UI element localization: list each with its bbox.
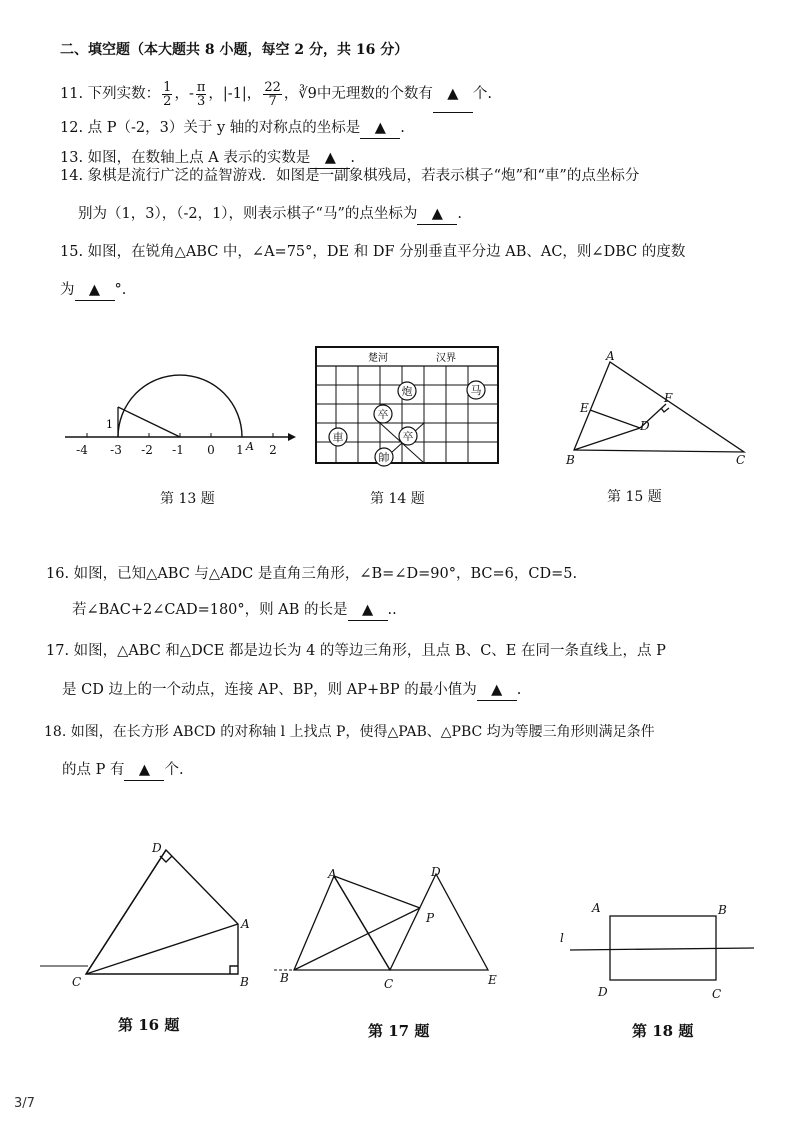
question-15-cont: 为 ▲ °. [60, 280, 126, 301]
point-label-D: D [152, 841, 162, 855]
caption-fig15: 第 15 题 [607, 489, 662, 505]
fraction-1-2: $\frac{1}{2}$ [163, 79, 172, 109]
question-17: 17. 如图，△ABC 和△DCE 都是边长为 4 的等边三角形，且点 B、C、E 在同一条直线上，点 P [46, 643, 666, 659]
answer-blank: ▲ [477, 680, 517, 701]
piece-ma: 马 [470, 384, 482, 397]
point-label-B: B [280, 971, 289, 985]
caption-fig18: 第 18 题 [632, 1022, 694, 1040]
point-label-C: C [736, 453, 746, 467]
tick-label: 1 [236, 443, 244, 457]
answer-blank: ▲ [310, 148, 350, 169]
point-label-B: B [240, 975, 249, 989]
tick-label: 2 [269, 443, 277, 457]
point-label-D: D [431, 865, 441, 879]
point-label-A: A [328, 867, 337, 881]
tick-label: -3 [110, 443, 122, 457]
point-label-E: E [488, 973, 497, 987]
caption-fig14: 第 14 题 [370, 491, 425, 507]
piece-zu: 卒 [402, 430, 414, 443]
figure-17 [272, 856, 512, 996]
question-15: 15. 如图，在锐角△ABC 中，∠A=75°，DE 和 DF 分别垂直平分边 AB、AC，则∠DBC 的度数 [60, 244, 686, 260]
question-14: 14. 象棋是流行广泛的益智游戏．如图是一副象棋残局，若表示棋子“炮”和“車”的点坐标分 [60, 168, 640, 184]
piece-pao: 炮 [401, 385, 413, 398]
point-label-C: C [72, 975, 82, 989]
river-label-left: 楚河 [368, 353, 388, 364]
point-label-C: C [384, 977, 394, 991]
point-label-C: C [712, 987, 722, 1001]
caption-fig17: 第 17 题 [368, 1022, 430, 1040]
tick-label: -1 [172, 443, 184, 457]
question-18: 18. 如图，在长方形 ABCD 的对称轴 l 上找点 P，使得△PAB、△PBC 均为等腰三角形则满足条件 [44, 724, 655, 740]
figure-14-chess-board [312, 344, 502, 468]
caption-fig16: 第 16 题 [118, 1016, 180, 1034]
point-label-A: A [592, 901, 601, 915]
answer-blank: ▲ [124, 760, 164, 781]
question-11: 11. 下列实数： $\frac{1}{2}$ ，- $\frac{\pi}{3}$ ，|-1|， $\frac{22}{7}$ ，∛9中无理数的个数有 ▲ 个. [60, 76, 492, 112]
answer-blank: ▲ [75, 280, 115, 301]
question-12: 12. 点 P（-2，3）关于 y 轴的对称点的坐标是 ▲ . [60, 118, 405, 139]
question-16-cont: 若∠BAC+2∠CAD=180°，则 AB 的长是 ▲ .. [72, 600, 397, 621]
caption-fig13: 第 13 题 [160, 491, 215, 507]
fraction-22-7: $\frac{22}{7}$ [264, 79, 281, 109]
figure-18 [556, 894, 766, 1004]
tick-label: -4 [76, 443, 88, 457]
tick-label: -2 [141, 443, 153, 457]
page-number: 3/7 [14, 1096, 35, 1111]
figure-16 [36, 836, 266, 996]
piece-shuai: 帥 [378, 451, 390, 464]
point-label-A: A [606, 350, 615, 363]
tick-label: 0 [207, 443, 215, 457]
point-label-A: A [241, 917, 250, 931]
cube-root-9: ∛9 [298, 86, 317, 102]
question-16: 16. 如图，已知△ABC 与△ADC 是直角三角形，∠B=∠D=90°，BC=6，CD=5. [46, 566, 578, 582]
point-label-B: B [718, 903, 727, 917]
point-label-B: B [566, 453, 575, 467]
answer-blank: ▲ [360, 118, 400, 139]
piece-ju: 車 [332, 431, 344, 444]
point-label-D: D [640, 419, 650, 433]
point-label-F: F [664, 391, 673, 405]
figure-13-number-line [60, 336, 300, 471]
point-label-P: P [426, 911, 435, 925]
point-label-D: D [598, 985, 608, 999]
question-14-cont: 别为（1，3），（-2，1），则表示棋子“马”的点坐标为 ▲ . [78, 204, 462, 225]
answer-blank: ▲ [433, 76, 473, 113]
question-13: 13. 如图，在数轴上点 A 表示的实数是 ▲ . [60, 148, 355, 169]
river-label-right: 汉界 [436, 353, 456, 364]
label-1: 1 [106, 418, 113, 431]
point-label-E: E [580, 401, 589, 415]
section-title: 二、填空题（本大题共 8 小题，每空 2 分，共 16 分） [60, 42, 409, 58]
figure-15-triangle [560, 350, 760, 470]
question-17-cont: 是 CD 边上的一个动点，连接 AP、BP，则 AP+BP 的最小值为 ▲ . [62, 680, 521, 701]
fraction-pi-3: $\frac{\pi}{3}$ [196, 79, 206, 109]
piece-zu: 卒 [377, 408, 389, 421]
question-18-cont: 的点 P 有 ▲ 个. [62, 760, 184, 781]
axis-label-l: l [560, 931, 564, 945]
answer-blank: ▲ [348, 600, 388, 621]
point-label-A: A [246, 440, 254, 453]
answer-blank: ▲ [417, 204, 457, 225]
